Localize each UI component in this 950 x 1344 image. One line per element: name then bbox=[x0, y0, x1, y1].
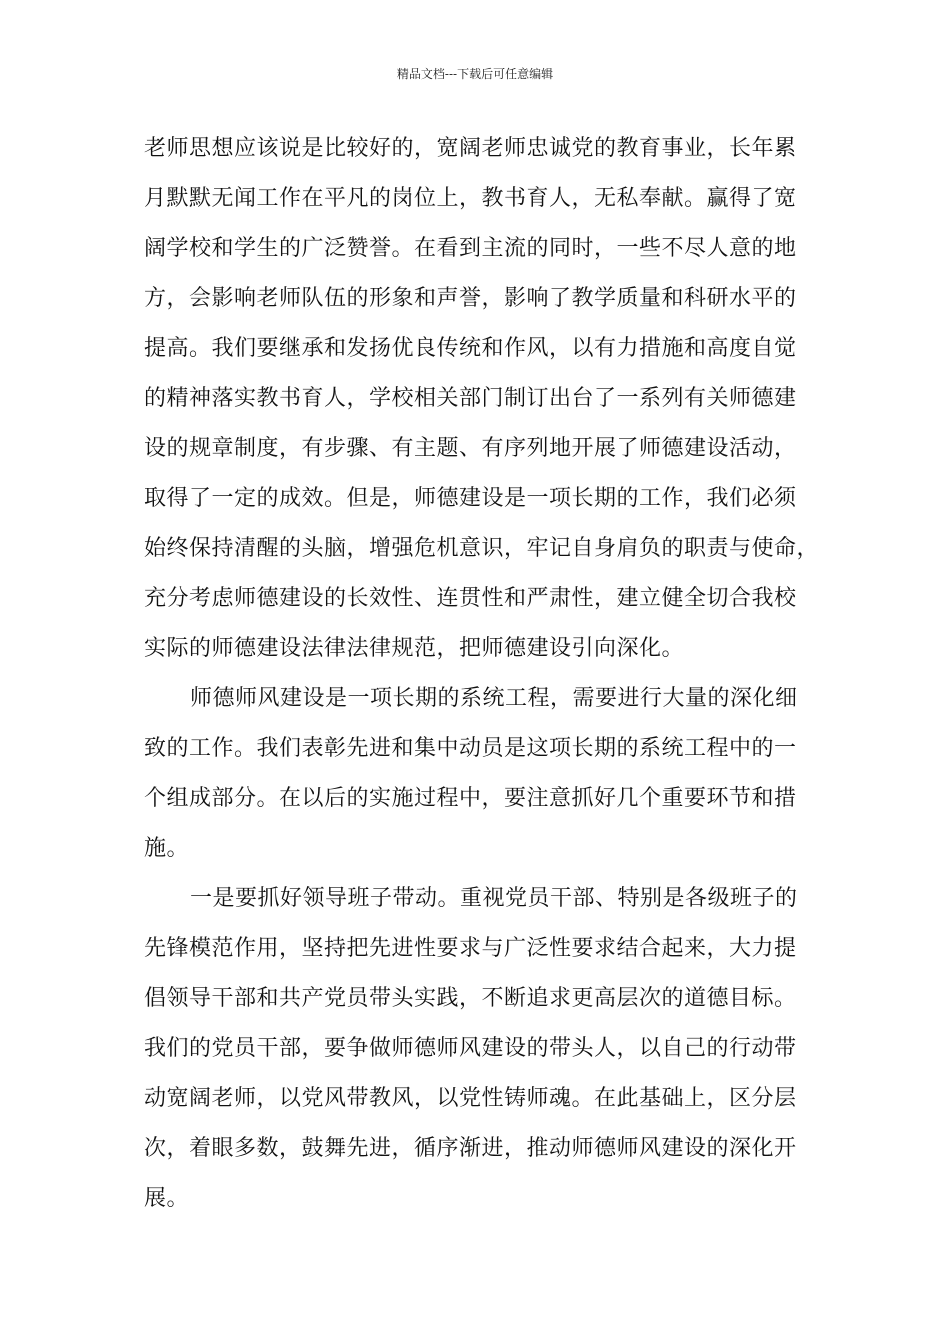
text-line: 动宽阔老师，以党风带教风，以党性铸师魂。在此基础上，区分层 bbox=[144, 1086, 797, 1111]
text-line: 先锋模范作用，坚持把先进性要求与广泛性要求结合起来，大力提 bbox=[144, 936, 797, 961]
text-line: 我们的党员干部，要争做师德师风建设的带头人，以自己的行动带 bbox=[144, 1036, 797, 1061]
paragraph-3 bbox=[144, 874, 816, 1224]
text-line: 实际的师德建设法律法律规范，把师德建设引向深化。 bbox=[144, 636, 685, 661]
text-line: 始终保持清醒的头脑，增强危机意识，牢记自身肩负的职责与使命， bbox=[144, 536, 820, 561]
text-line: 阔学校和学生的广泛赞誉。在看到主流的同时，一些不尽人意的地 bbox=[144, 236, 797, 261]
paragraph-1 bbox=[144, 124, 820, 674]
text-line: 老师思想应该说是比较好的，宽阔老师忠诚党的教育事业，长年累 bbox=[144, 136, 797, 161]
text-line: 致的工作。我们表彰先进和集中动员是这项长期的系统工程中的一 bbox=[144, 736, 797, 761]
text-line: 充分考虑师德建设的长效性、连贯性和严肃性，建立健全切合我校 bbox=[144, 586, 797, 611]
text-line: 一是要抓好领导班子带动。重视党员干部、特别是各级班子的 bbox=[190, 886, 798, 911]
text-line: 取得了一定的成效。但是，师德建设是一项长期的工作，我们必须 bbox=[144, 486, 797, 511]
text-line: 施。 bbox=[144, 836, 190, 861]
text-line: 次，着眼多数，鼓舞先进，循序渐进，推动师德师风建设的深化开 bbox=[144, 1136, 797, 1161]
text-line: 倡领导干部和共产党员带头实践，不断追求更高层次的道德目标。 bbox=[144, 986, 797, 1011]
text-line: 展。 bbox=[144, 1186, 190, 1211]
document-body bbox=[144, 124, 820, 1224]
text-line: 月默默无闻工作在平凡的岗位上，教书育人，无私奉献。赢得了宽 bbox=[144, 186, 797, 211]
text-line: 师德师风建设是一项长期的系统工程，需要进行大量的深化细 bbox=[190, 686, 798, 711]
text-line: 设的规章制度，有步骤、有主题、有序列地开展了师德建设活动， bbox=[144, 436, 797, 461]
text-line: 个组成部分。在以后的实施过程中，要注意抓好几个重要环节和措 bbox=[144, 786, 797, 811]
text-line: 提高。我们要继承和发扬优良传统和作风，以有力措施和高度自觉 bbox=[144, 336, 797, 361]
text-line: 的精神落实教书育人，学校相关部门制订出台了一系列有关师德建 bbox=[144, 386, 797, 411]
paragraph-2 bbox=[144, 674, 816, 874]
text-line: 方，会影响老师队伍的形象和声誉，影响了教学质量和科研水平的 bbox=[144, 286, 797, 311]
page-header: 精品文档---下载后可任意编辑 bbox=[396, 67, 554, 81]
